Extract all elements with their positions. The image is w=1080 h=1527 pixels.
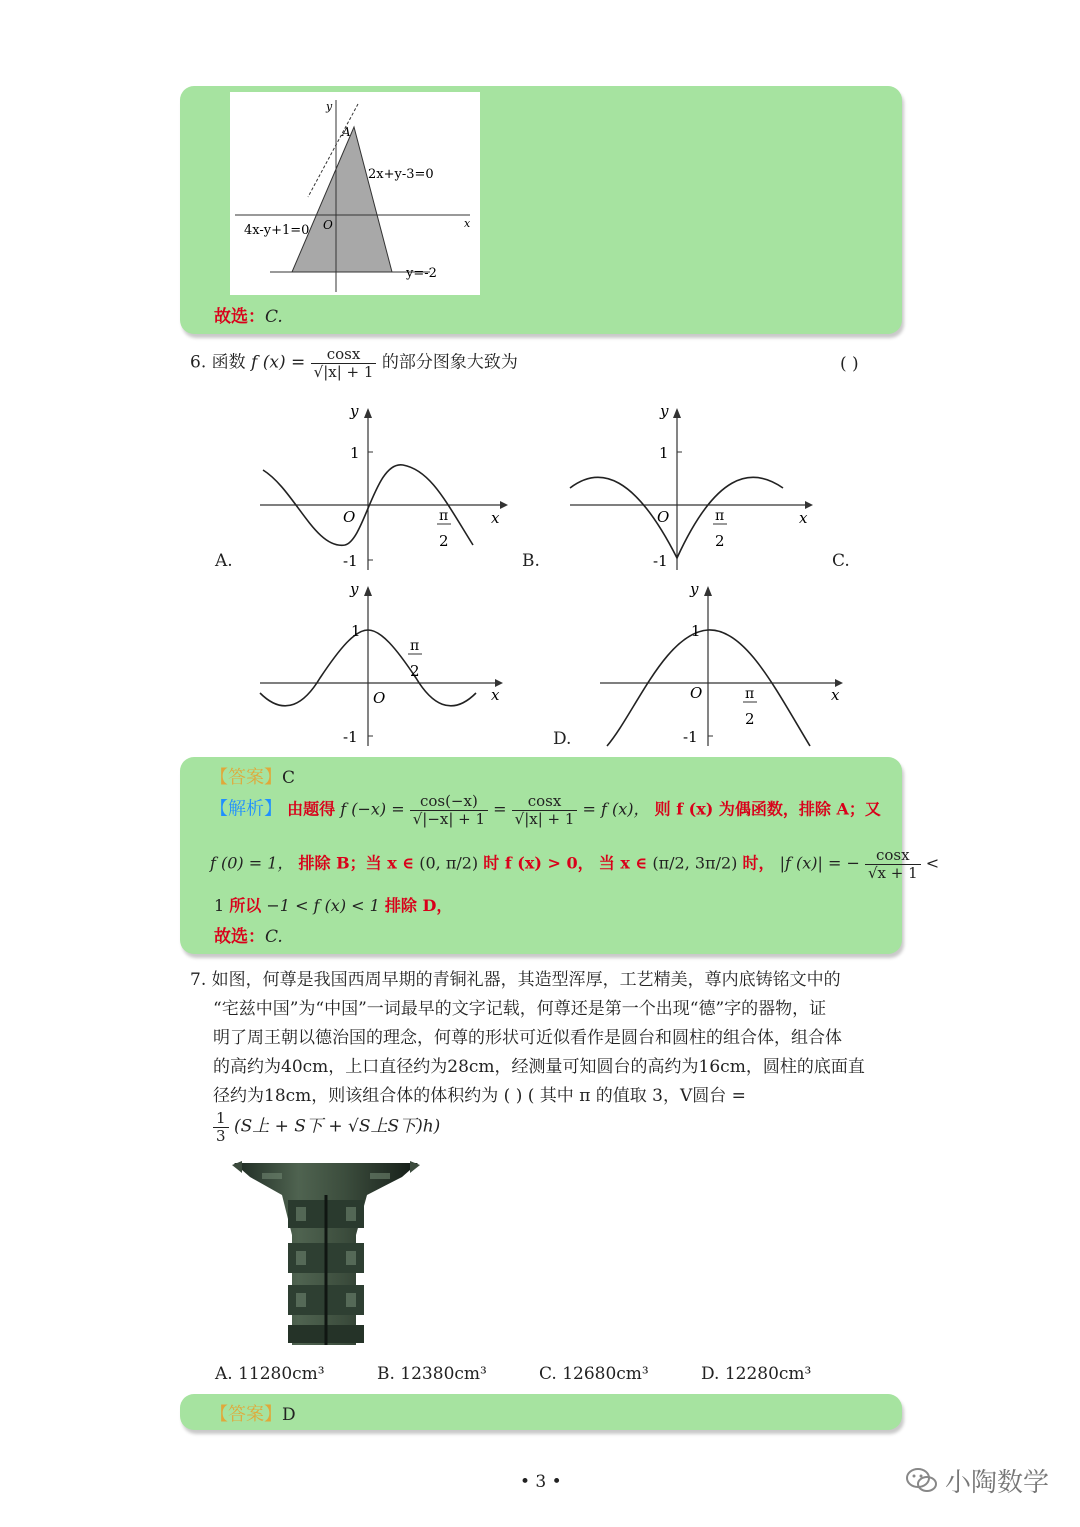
svg-text:x: x [799,509,808,527]
conclusion-q5: 故选：C. [214,307,283,327]
svg-text:y: y [350,580,359,598]
solution-box-q7 [180,1394,902,1430]
graph-option-b [565,400,825,572]
svg-text:y: y [660,402,669,420]
svg-text:-1: -1 [343,728,358,746]
svg-text:y: y [690,580,699,598]
choice-a: A. 11280cm³ [215,1364,325,1384]
graph-option-c [255,578,515,748]
watermark-text: 小陶数学 [945,1468,1050,1498]
svg-text:O: O [657,508,670,526]
q7-line-1: 7. 如图，何尊是我国西周早期的青铜礼器，其造型浑厚，工艺精美，尊内底铸铭文中的 [190,970,841,990]
bronze-zun-image [232,1155,420,1351]
wechat-icon [905,1466,939,1496]
figure-point-a: A [342,125,351,139]
q7-line-5: 径约为18cm，则该组合体的体积约为 ( ) ( 其中 π 的值取 3，V圆台 = [213,1086,746,1106]
option-b-label: B. [522,551,540,571]
page-number: • 3 • [520,1472,562,1492]
q6-fraction: $\frac{\cos x}{√|x| + 1}$ [311,346,377,380]
figure-origin-label: O [323,218,333,232]
svg-text:2: 2 [410,662,420,680]
svg-text:2: 2 [745,710,755,728]
svg-text:2: 2 [439,532,449,550]
answer-line-q6: 【答案】C [210,767,296,788]
figure-x-label: x [464,217,471,230]
analysis-line-3: 1 所以 −1 < f (x) < 1 排除 D， [214,896,453,915]
svg-text:O: O [690,684,703,702]
option-a-label: A. [215,551,233,571]
svg-text:π: π [439,508,449,524]
solution-box-q6 [180,757,940,954]
svg-text:π: π [745,686,755,702]
question-6-stem: 6. 函数 f (x) = $\frac{\cos x}{√|x| + 1}$ 的部分图象大致为 [190,345,518,381]
analysis-line-1: 【解析】 由题得 f (−x) = $\frac{\cos(-x)}{√|-x| + 1}$ = $\frac{\cos x}{√|x| + 1}$ = f (x)， 则 f (x) 为偶函数，排除 A；又 [210,792,881,828]
svg-text:2: 2 [715,532,725,550]
figure-y-label: y [326,100,333,113]
choice-d: D. 12280cm³ [701,1364,812,1384]
watermark [905,1462,1049,1499]
graph-option-a [255,400,515,572]
q7-formula: $\frac{1}{3}$ (S上 + S下 + √S上S下)h) [213,1110,440,1144]
figure-line1-label: 2x+y-3=0 [368,167,434,182]
choice-c: C. 12680cm³ [539,1364,649,1384]
q7-line-3: 明了周王朝以德治国的理念，何尊的形状可近似看作是圆台和圆柱的组合体，组合体 [213,1028,842,1048]
svg-text:π: π [715,508,725,524]
figure-line3-label: y=-2 [406,266,437,281]
option-c-label: C. [832,551,850,571]
svg-text:-1: -1 [343,552,358,570]
solution-box-q5 [180,86,902,334]
option-d-label: D. [553,729,572,749]
svg-text:1: 1 [350,444,360,462]
figure-line2-label: 4x-y+1=0 [244,223,310,238]
conclusion-q6: 故选：C. [214,927,283,947]
svg-text:x: x [831,686,840,704]
svg-text:-1: -1 [683,728,698,746]
svg-text:O: O [373,689,386,707]
answer-paren: ( ) [840,354,859,374]
svg-text:-1: -1 [653,552,668,570]
svg-text:O: O [343,508,356,526]
svg-text:1: 1 [691,622,701,640]
choice-b: B. 12380cm³ [377,1364,487,1384]
linear-programming-figure [230,92,480,295]
answer-line-q7: 【答案】D [210,1404,296,1425]
graph-option-d [595,578,855,748]
svg-text:y: y [350,402,359,420]
svg-text:1: 1 [659,444,669,462]
svg-text:1: 1 [351,622,361,640]
q7-line-4: 的高约为40cm，上口直径约为28cm，经测量可知圆台的高约为16cm，圆柱的底面直 [213,1057,865,1077]
analysis-line-2: f (0) = 1， 排除 B；当 x ∈ (0, π/2) 时 f (x) > 0， 当 x ∈ (π/2, 3π/2) 时， |f (x)| = − $\frac{\cos x}{√x + 1}$ < [210,846,940,882]
q7-line-2: “宅兹中国”为“中国”一词最早的文字记载，何尊还是第一个出现“德”字的器物，证 [213,999,827,1019]
svg-text:x: x [491,509,500,527]
svg-text:x: x [491,686,500,704]
svg-text:π: π [410,638,420,654]
